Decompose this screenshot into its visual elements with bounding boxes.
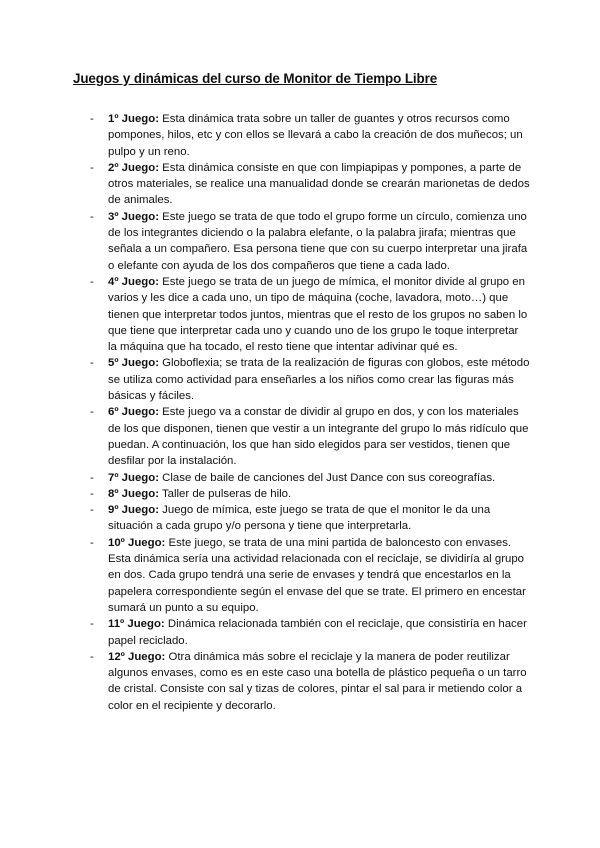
game-description: Este juego, se trata de una mini partida de baloncesto con envases. Esta dinámica sería una actividad relacionada con el reciclaje, se dividiría al grupo en dos. Cada grupo tendrá una serie de envases y tendrá que encestarlos en la papelera correspondiente según el envase del que se trate. El primero en encestar sumará un punto a su equipo.	[108, 536, 526, 614]
game-label: 1º Juego:	[108, 113, 159, 125]
game-description: Esta dinámica consiste en que con limpiapipas y pompones, a parte de otros materiales, se realice una manualidad donde se crearán marionetas de dedos de animales.	[108, 161, 530, 207]
bullet-dash: -	[90, 357, 94, 370]
list-item	[90, 404, 530, 469]
game-description: Globoflexia; se trata de la realización de figuras con globos, este método se utiliza como actividad para enseñarles a los niños como crear las figuras más básicas y fáciles.	[108, 357, 530, 403]
game-label: 5º Juego:	[108, 357, 159, 370]
game-label: 9º Juego:	[108, 504, 159, 517]
game-label: 10º Juego:	[108, 536, 166, 549]
list-item	[90, 616, 530, 649]
list-item	[90, 486, 530, 502]
bullet-dash: -	[90, 618, 94, 631]
list-item	[90, 111, 530, 160]
game-label: 12º Juego:	[108, 650, 166, 663]
bullet-dash: -	[90, 275, 94, 288]
bullet-dash: -	[90, 487, 94, 500]
game-description: Este juego se trata de un juego de mímica, el monitor divide al grupo en varios y les dice a cada uno, un tipo de máquina (coche, lavadora, moto…) que tienen que interpretar todos juntos, mientras que el resto de los grupos no saben lo que tiene que interpretar cada uno y cuando uno de los grupo le toque interpretar la máquina que ha tocado, el resto tiene que intentar adivinar qué es.	[108, 275, 528, 354]
game-description: Juego de mímica, este juego se trata de que el monitor le da una situación a cada grupo y/o persona y tiene que interpretarla.	[108, 504, 491, 533]
games-list	[90, 111, 530, 714]
game-label: 3º Juego:	[108, 210, 159, 223]
game-description: Esta dinámica trata sobre un taller de guantes y otros recursos como pompones, hilos, etc y con ellos se llevará a cabo la creación de dos muñecos; un pulpo y un reno.	[108, 113, 523, 158]
bullet-dash: -	[90, 210, 94, 223]
list-item	[90, 502, 530, 535]
game-label: 7º Juego:	[108, 471, 159, 484]
bullet-dash: -	[90, 161, 94, 174]
game-description: Este juego se trata de que todo el grupo forme un círculo, comienza uno de los integrantes diciendo o la palabra elefante, o la palabra jirafa; mientras que señala a un compañero. Esa persona tiene que con su cuerpo interpretar una jirafa o elefante con ayuda de los dos compañeros que tiene a cada lado.	[108, 210, 528, 272]
game-label: 11º Juego:	[108, 618, 165, 631]
game-label: 2º Juego:	[108, 161, 159, 174]
bullet-dash: -	[90, 406, 94, 419]
document-title: Juegos y dinámicas del curso de Monitor de Tiempo Libre	[73, 71, 438, 86]
list-item	[90, 535, 530, 616]
list-item	[90, 274, 530, 355]
game-description: Clase de baile de canciones del Just Dance con sus coreografías.	[159, 471, 496, 484]
game-description: Taller de pulseras de hilo.	[159, 487, 292, 500]
bullet-dash: -	[90, 536, 94, 549]
game-description: Dinámica relacionada también con el reciclaje, que consistiría en hacer papel reciclado.	[108, 618, 527, 647]
bullet-dash: -	[90, 504, 94, 517]
list-item	[90, 209, 530, 274]
list-item	[90, 649, 530, 714]
game-label: 4º Juego:	[108, 275, 159, 288]
bullet-dash: -	[90, 471, 94, 484]
list-item	[90, 160, 530, 209]
game-label: 6º Juego:	[108, 406, 159, 419]
bullet-dash: -	[90, 113, 94, 125]
list-item	[90, 470, 530, 486]
list-item	[90, 355, 530, 404]
bullet-dash: -	[90, 650, 94, 663]
game-label: 8º Juego:	[108, 487, 159, 500]
game-description: Otra dinámica más sobre el reciclaje y la manera de poder reutilizar algunos envases, como es en este caso una botella de plástico pequeña o un tarro de cristal. Consiste con sal y tizas de colores, pintar el sal para ir metiendo color a color en el recipiente y decorarlo.	[108, 650, 527, 712]
game-description: Este juego va a constar de dividir al grupo en dos, y con los materiales de los que disponen, tienen que vestir a un integrante del grupo lo más ridículo que puedan. A continuación, los que han sido elegidos para ser vestidos, tienen que desfilar por la instalación.	[108, 406, 529, 468]
